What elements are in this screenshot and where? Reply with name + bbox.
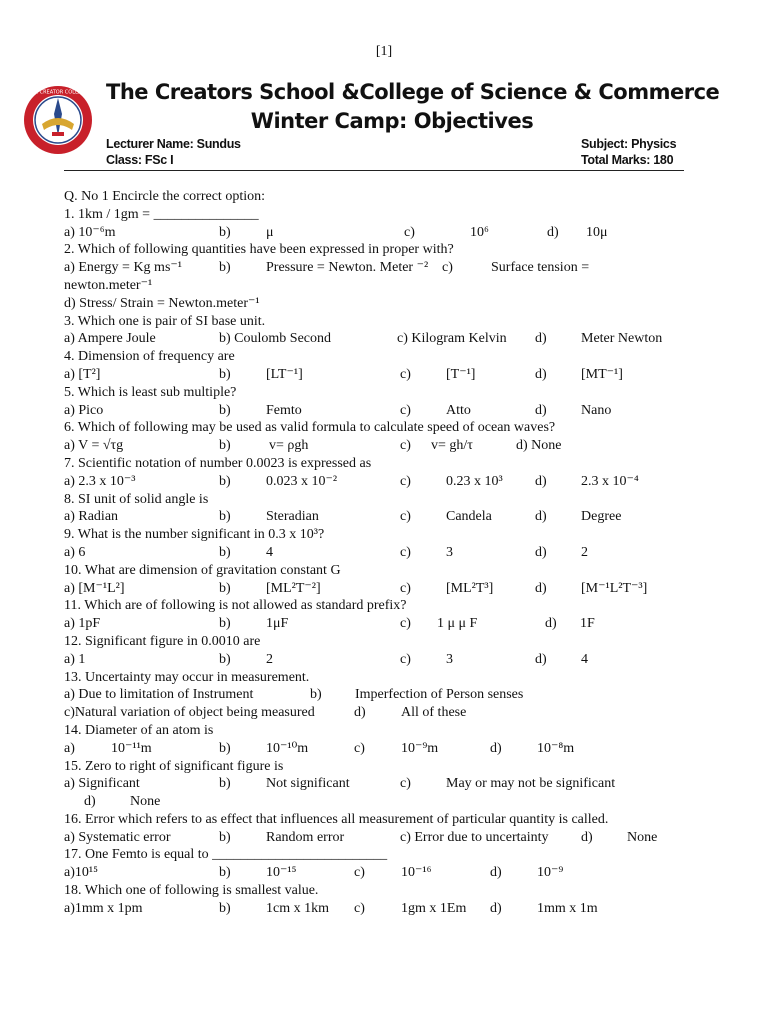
- option-b[interactable]: 1cm x 1km: [266, 900, 329, 916]
- option-c-label: c): [400, 651, 411, 667]
- option-c[interactable]: v= gh/τ: [431, 438, 473, 454]
- option-a[interactable]: a) 10⁻⁶m: [64, 224, 116, 240]
- option-d[interactable]: None: [130, 794, 161, 810]
- question-text: 8. SI unit of solid angle is: [64, 491, 209, 507]
- option-d[interactable]: All of these: [401, 705, 467, 721]
- option-a[interactable]: 10⁻¹¹m: [111, 740, 152, 756]
- exam-info-right: [581, 136, 676, 168]
- option-row: [64, 864, 714, 882]
- option-c-label: c): [400, 776, 411, 792]
- option-a[interactable]: a) 6: [64, 544, 86, 560]
- option-b[interactable]: μ: [266, 224, 274, 240]
- option-c-label: c): [400, 366, 411, 382]
- question-text: 7. Scientific notation of number 0.0023 is expressed as: [64, 455, 372, 471]
- option-d-label: d): [354, 705, 366, 721]
- question-text: 6. Which of following may be used as valid formula to calculate speed of ocean waves?: [64, 420, 556, 436]
- option-d-label: d): [535, 473, 547, 489]
- option-d-label: d): [545, 616, 557, 632]
- option-a[interactable]: a) Radian: [64, 509, 119, 525]
- question-text: 9. What is the number significant in 0.3 x 10³?: [64, 527, 325, 543]
- option-d-label: d): [84, 794, 96, 810]
- option-row: [64, 704, 714, 722]
- subject: Subject: Physics: [581, 137, 677, 151]
- page-number: [1]: [375, 44, 393, 59]
- option-b[interactable]: Imperfection of Person senses: [355, 687, 524, 703]
- option-row: [64, 775, 714, 793]
- option-b-label: b): [219, 402, 231, 418]
- option-row: [64, 330, 714, 348]
- option-d[interactable]: [MT⁻¹]: [581, 366, 623, 382]
- option-c[interactable]: 10⁻¹⁶: [401, 865, 432, 881]
- option-b[interactable]: Pressure = Newton. Meter ⁻²: [266, 260, 429, 276]
- option-row: [64, 651, 714, 669]
- option-d[interactable]: 4: [581, 651, 588, 667]
- option-a[interactable]: a) Systematic error: [64, 829, 171, 845]
- option-b-label: b): [219, 260, 231, 276]
- instruction: Q. No 1 Encircle the correct option:: [64, 189, 265, 204]
- question-text: 1. 1km / 1gm = _______________: [64, 206, 259, 222]
- option-c[interactable]: [ML²T³]: [446, 580, 494, 596]
- option-b[interactable]: Femto: [266, 402, 302, 418]
- option-b[interactable]: 1μF: [266, 616, 289, 632]
- question-text: 15. Zero to right of significant figure is: [64, 758, 284, 774]
- option-c[interactable]: c) Kilogram Kelvin: [397, 331, 507, 347]
- question-text: 16. Error which refers to as effect that influences all measurement of particular quantity is called.: [64, 811, 609, 827]
- option-c[interactable]: Surface tension =: [491, 260, 590, 276]
- option-c[interactable]: 3: [446, 651, 453, 667]
- option-b-label: b): [219, 616, 231, 632]
- option-c[interactable]: 10⁶: [470, 224, 489, 240]
- option-c[interactable]: Candela: [446, 509, 492, 525]
- option-d-label: d): [535, 509, 547, 525]
- question-text: 11. Which are of following is not allowed as standard prefix?: [64, 598, 407, 614]
- lecturer-name: Lecturer Name: Sundus: [106, 137, 241, 151]
- option-b[interactable]: v= ρgh: [269, 438, 309, 454]
- option-b-label: b): [219, 580, 231, 596]
- header-divider: [64, 170, 684, 171]
- option-d[interactable]: d) None: [516, 438, 562, 454]
- option-a[interactable]: a) Ampere Joule: [64, 331, 156, 347]
- option-c[interactable]: 3: [446, 544, 453, 560]
- option-row: [64, 366, 714, 384]
- option-b-label: b): [219, 740, 231, 756]
- option-d-label: d): [535, 544, 547, 560]
- option-c[interactable]: [T⁻¹]: [446, 366, 476, 382]
- option-a[interactable]: a)1mm x 1pm: [64, 900, 143, 916]
- option-b[interactable]: b) Coulomb Second: [219, 331, 331, 347]
- question-text: 2. Which of following quantities have been expressed in proper with?: [64, 242, 454, 258]
- question-text: 18. Which one of following is smallest value.: [64, 883, 319, 899]
- exam-info-left: [106, 136, 241, 168]
- option-row: [64, 259, 714, 277]
- option-c[interactable]: c) Error due to uncertainty: [400, 829, 549, 845]
- question-text: 13. Uncertainty may occur in measurement.: [64, 669, 310, 685]
- question-text: 17. One Femto is equal to _________________________: [64, 847, 388, 863]
- option-d[interactable]: 10μ: [586, 224, 608, 240]
- option-b[interactable]: [LT⁻¹]: [266, 366, 303, 382]
- option-c[interactable]: 1gm x 1Em: [401, 900, 467, 916]
- option-c[interactable]: 10⁻⁹m: [401, 740, 439, 756]
- option-c-label: c): [354, 865, 365, 881]
- option-row: [64, 580, 714, 598]
- svg-text:THE CREATOR COLLEGE: THE CREATOR COLLEGE: [28, 89, 88, 96]
- option-continuation: newton.meter⁻¹: [64, 277, 153, 293]
- option-row: [64, 224, 714, 242]
- option-b[interactable]: 2: [266, 651, 273, 667]
- option-d[interactable]: Nano: [581, 402, 612, 418]
- option-a[interactable]: a) 1: [64, 651, 86, 667]
- option-a[interactable]: a) [T²]: [64, 366, 101, 382]
- option-row: [64, 615, 714, 633]
- option-c-label: c): [400, 580, 411, 596]
- option-d-label: d): [535, 402, 547, 418]
- option-d[interactable]: Meter Newton: [581, 331, 663, 347]
- option-a[interactable]: a) Due to limitation of Instrument: [64, 687, 254, 703]
- question-text: 3. Which one is pair of SI base unit.: [64, 313, 266, 329]
- option-row: [64, 740, 714, 758]
- option-b-label: b): [219, 829, 231, 845]
- option-c-label: c): [400, 473, 411, 489]
- option-b-label: b): [219, 900, 231, 916]
- option-b-label: b): [310, 687, 322, 703]
- option-b[interactable]: Not significant: [266, 776, 350, 792]
- option-a[interactable]: a) 1pF: [64, 616, 101, 632]
- option-a[interactable]: a) 2.3 x 10⁻³: [64, 473, 136, 489]
- option-row: [64, 402, 714, 420]
- option-b-label: b): [219, 651, 231, 667]
- option-d-label: d): [535, 651, 547, 667]
- option-b[interactable]: Steradian: [266, 509, 319, 525]
- option-d[interactable]: 2: [581, 544, 588, 560]
- option-c-label: c): [400, 509, 411, 525]
- option-d[interactable]: 10⁻⁹: [537, 865, 564, 881]
- option-d-label: d): [535, 580, 547, 596]
- option-row: [64, 900, 714, 918]
- option-d[interactable]: 10⁻⁸m: [537, 740, 575, 756]
- option-row: [64, 473, 714, 491]
- option-b[interactable]: Random error: [266, 829, 345, 845]
- option-d[interactable]: None: [627, 829, 658, 845]
- option-c-label: c): [400, 438, 411, 454]
- option-c-label: c): [404, 224, 415, 240]
- option-c[interactable]: c)Natural variation of object being measured: [64, 705, 315, 721]
- option-b-label: b): [219, 544, 231, 560]
- option-d[interactable]: 1F: [580, 616, 595, 632]
- question-text: 5. Which is least sub multiple?: [64, 384, 237, 400]
- option-a[interactable]: a) Significant: [64, 776, 140, 792]
- option-c-label: c): [442, 260, 453, 276]
- option-a[interactable]: a)10¹⁵: [64, 865, 98, 881]
- option-d-label: d): [490, 740, 502, 756]
- option-b-label: b): [219, 438, 231, 454]
- question-text: 10. What are dimension of gravitation constant G: [64, 562, 341, 578]
- option-c-label: c): [354, 740, 365, 756]
- option-d-label: d): [535, 331, 547, 347]
- option-c[interactable]: May or may not be significant: [446, 776, 616, 792]
- option-b[interactable]: [ML²T⁻²]: [266, 580, 321, 596]
- class-name: Class: FSc I: [106, 153, 174, 167]
- option-c-label: c): [400, 544, 411, 560]
- option-b-label: b): [219, 224, 231, 240]
- option-c-label: c): [400, 402, 411, 418]
- option-row: [64, 508, 714, 526]
- question-list: [64, 188, 714, 918]
- question-text: 14. Diameter of an atom is: [64, 722, 214, 738]
- option-a[interactable]: a) Pico: [64, 402, 104, 418]
- option-b[interactable]: 4: [266, 544, 273, 560]
- option-d[interactable]: 2.3 x 10⁻⁴: [581, 473, 639, 489]
- option-b[interactable]: 10⁻¹⁰m: [266, 740, 309, 756]
- option-a-label: a): [64, 740, 75, 756]
- option-d[interactable]: d) Stress/ Strain = Newton.meter⁻¹: [64, 295, 260, 311]
- option-d-label: d): [581, 829, 593, 845]
- option-d-label: d): [547, 224, 559, 240]
- option-row: [64, 437, 714, 455]
- total-marks: Total Marks: 180: [581, 153, 674, 167]
- option-b[interactable]: 0.023 x 10⁻²: [266, 473, 338, 489]
- option-c-label: c): [354, 900, 365, 916]
- option-d-label: d): [535, 366, 547, 382]
- option-c[interactable]: 1 μ μ F: [437, 616, 478, 632]
- option-b-label: b): [219, 509, 231, 525]
- option-a[interactable]: a) [M⁻¹L²]: [64, 580, 125, 596]
- college-logo: [22, 84, 94, 156]
- option-d-label: d): [490, 865, 502, 881]
- option-c[interactable]: Atto: [446, 402, 471, 418]
- option-b-label: b): [219, 366, 231, 382]
- option-row: [64, 793, 714, 811]
- option-a[interactable]: a) V = √τg: [64, 438, 124, 454]
- option-d[interactable]: Degree: [581, 509, 622, 525]
- option-d[interactable]: 1mm x 1m: [537, 900, 598, 916]
- question-text: 12. Significant figure in 0.0010 are: [64, 633, 261, 649]
- school-name: The Creators School &College of Science & Commerce: [106, 80, 720, 104]
- option-a[interactable]: a) Energy = Kg ms⁻¹: [64, 260, 182, 276]
- question-text: 4. Dimension of frequency are: [64, 349, 235, 365]
- exam-title: Winter Camp: Objectives: [250, 109, 534, 133]
- option-c[interactable]: 0.23 x 10³: [446, 473, 503, 489]
- option-row: [64, 686, 714, 704]
- option-b-label: b): [219, 473, 231, 489]
- option-b-label: b): [219, 865, 231, 881]
- option-d-label: d): [490, 900, 502, 916]
- option-d[interactable]: [M⁻¹L²T⁻³]: [581, 580, 648, 596]
- option-b[interactable]: 10⁻¹⁵: [266, 865, 297, 881]
- option-row: [64, 829, 714, 847]
- option-row: [64, 544, 714, 562]
- option-c-label: c): [400, 616, 411, 632]
- option-b-label: b): [219, 776, 231, 792]
